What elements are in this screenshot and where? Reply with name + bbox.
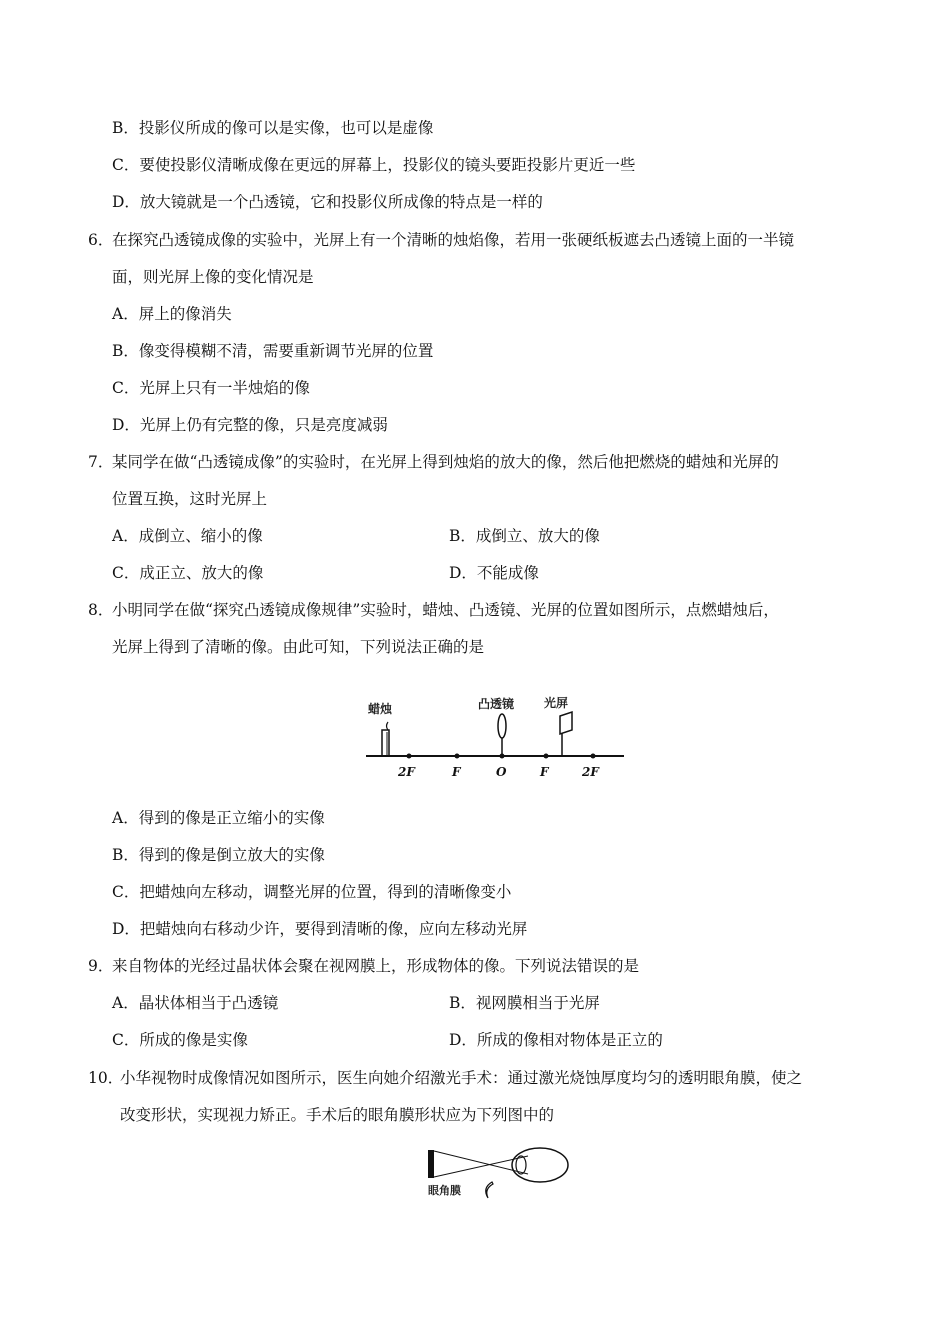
object-bar — [428, 1150, 434, 1178]
q6-option-a: A．屏上的像消失 — [112, 305, 232, 323]
q7-number: 7． — [88, 453, 114, 471]
q5-option-d: D．放大镜就是一个凸透镜，它和投影仪所成像的特点是一样的 — [112, 193, 543, 211]
q9-option-d: D．所成的像相对物体是正立的 — [449, 1031, 663, 1049]
q8-stem-line1: 小明同学在做“探究凸透镜成像规律”实验时，蜡烛、凸透镜、光屏的位置如图所示，点燃蜡烛后， — [112, 601, 779, 619]
q7-option-c: C．成正立、放大的像 — [112, 564, 264, 582]
eyeball-icon — [512, 1148, 568, 1182]
tick-label-2f-right: 2F — [582, 765, 599, 779]
lens-label: 凸透镜 — [478, 697, 515, 711]
q6-stem-line2: 面，则光屏上像的变化情况是 — [112, 268, 314, 286]
q9-option-b: B．视网膜相当于光屏 — [449, 994, 600, 1012]
candle-icon — [382, 722, 389, 756]
q8-option-b: B．得到的像是倒立放大的实像 — [112, 846, 325, 864]
q7-stem-line1: 某同学在做“凸透镜成像”的实验时，在光屏上得到烛焰的放大的像，然后他把燃烧的蜡烛和光屏的 — [112, 453, 779, 471]
light-screen-icon — [560, 712, 572, 756]
screen-label: 光屏 — [544, 696, 569, 710]
q8-option-d: D．把蜡烛向右移动少许，要得到清晰的像，应向左移动光屏 — [112, 920, 528, 938]
q8-option-a: A．得到的像是正立缩小的实像 — [112, 809, 325, 827]
tick-dot-2f-right — [591, 754, 596, 759]
tick-label-f-left: F — [452, 765, 461, 779]
q5-option-b: B．投影仪所成的像可以是实像，也可以是虚像 — [112, 119, 434, 137]
tick-label-f-right: F — [540, 765, 549, 779]
q9-option-a: A．晶状体相当于凸透镜 — [112, 994, 279, 1012]
cornea-label: 眼角膜 — [428, 1184, 461, 1197]
q7-option-d: D．不能成像 — [449, 564, 539, 582]
q8-number: 8． — [88, 601, 114, 619]
q8-stem-line2: 光屏上得到了清晰的像。由此可知，下列说法正确的是 — [112, 638, 485, 656]
tick-label-o: O — [496, 765, 507, 779]
q10-number: 10． — [88, 1069, 124, 1087]
q6-number: 6． — [88, 231, 114, 249]
q9-option-c: C．所成的像是实像 — [112, 1031, 248, 1049]
q7-option-a: A．成倒立、缩小的像 — [112, 527, 263, 545]
candle-label: 蜡烛 — [368, 702, 393, 716]
q5-option-c: C．要使投影仪清晰成像在更远的屏幕上，投影仪的镜头要距投影片更近一些 — [112, 156, 636, 174]
q6-option-b: B．像变得模糊不清，需要重新调节光屏的位置 — [112, 342, 434, 360]
q6-option-c: C．光屏上只有一半烛焰的像 — [112, 379, 310, 397]
tick-label-2f-left: 2F — [398, 765, 415, 779]
q7-option-b: B．成倒立、放大的像 — [449, 527, 600, 545]
q7-stem-line2: 位置互换，这时光屏上 — [112, 490, 268, 508]
tick-dot-2f-left — [407, 754, 412, 759]
tick-dot-o — [500, 754, 505, 759]
q10-stem-line2: 改变形状，实现视力矫正。手术后的眼角膜形状应为下列图中的 — [120, 1106, 555, 1124]
convex-lens-icon — [498, 714, 506, 756]
optical-bench-figure — [360, 690, 630, 785]
q6-stem-line1: 在探究凸透镜成像的实验中，光屏上有一个清晰的烛焰像，若用一张硬纸板遮去凸透镜上面的一半镜 — [112, 231, 795, 249]
q9-stem-line1: 来自物体的光经过晶状体会聚在视网膜上，形成物体的像。下列说法错误的是 — [112, 957, 640, 975]
q8-option-c: C．把蜡烛向左移动，调整光屏的位置，得到的清晰像变小 — [112, 883, 512, 901]
cornea-icon — [486, 1182, 493, 1198]
tick-dot-f-left — [455, 754, 460, 759]
eye-imaging-figure — [420, 1144, 580, 1206]
q6-option-d: D．光屏上仍有完整的像，只是亮度减弱 — [112, 416, 388, 434]
tick-dot-f-right — [544, 754, 549, 759]
q9-number: 9． — [88, 957, 114, 975]
q10-stem-line1: 小华视物时成像情况如图所示，医生向她介绍激光手术：通过激光烧蚀厚度均匀的透明眼角膜，使之 — [120, 1069, 803, 1087]
